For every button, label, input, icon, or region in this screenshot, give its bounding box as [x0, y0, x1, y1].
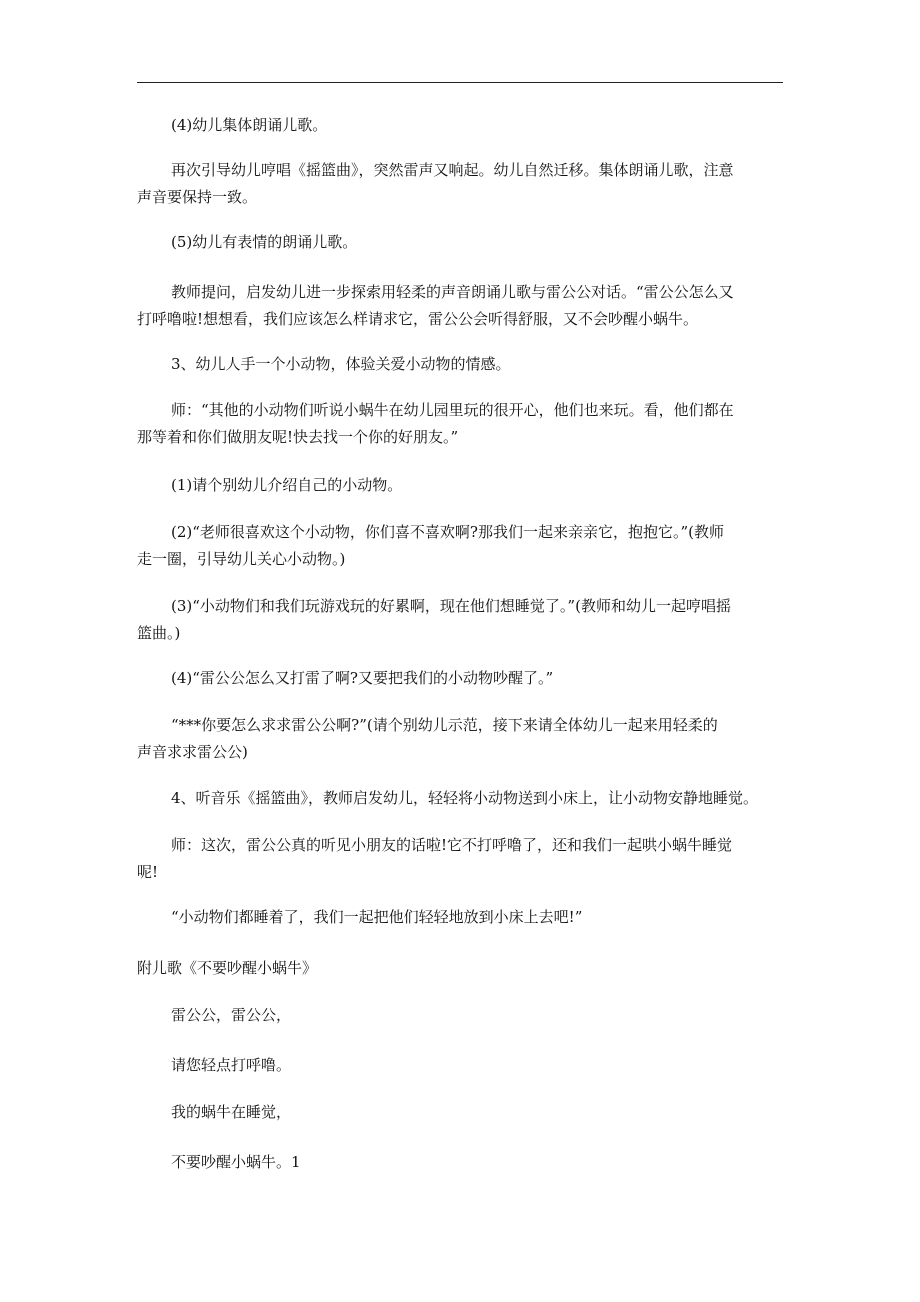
paragraph-item-4-thunder: [137, 665, 817, 692]
text-line: 教师提问，启发幼儿进一步探索用轻柔的声音朗诵儿歌与雷公公对话。“雷公公怎么又: [171, 283, 734, 301]
paragraph-teacher-friends: [137, 397, 783, 451]
text-line: 3、幼儿人手一个小动物，体验关爱小动物的情感。: [171, 355, 511, 373]
text-line: 呢!: [137, 863, 159, 881]
text-line: (3)“小动物们和我们玩游戏玩的好累啊，现在他们想睡觉了。”(教师和幼儿一起哼唱摇: [171, 597, 731, 615]
paragraph-item-1: [137, 472, 817, 499]
paragraph-animals-asleep: [137, 904, 817, 931]
poem-title: [137, 955, 783, 982]
text-line: 声音求求雷公公): [137, 743, 248, 761]
paragraph-item-2: [137, 519, 783, 573]
text-line: (4)幼儿集体朗诵儿歌。: [171, 116, 328, 134]
text-line: 雷公公，雷公公，: [171, 1006, 292, 1024]
paragraph-teacher-thunder-quiet: [137, 832, 783, 886]
text-line: (4)“雷公公怎么又打雷了啊?又要把我们的小动物吵醒了。”: [171, 669, 554, 687]
text-line: 那等着和你们做朋友呢!快去找一个你的好朋友。”: [137, 428, 459, 446]
paragraph-ask-thunder: [137, 712, 783, 766]
paragraph-hum-lullaby: [137, 157, 783, 211]
paragraph-item-5-expressive-recitation: [137, 229, 817, 256]
paragraph-step-3: [137, 351, 817, 378]
paragraph-teacher-question: [137, 279, 783, 333]
poem-line-4: [137, 1149, 817, 1176]
text-line: 我的蜗牛在睡觉，: [171, 1103, 292, 1121]
text-line: 声音要保持一致。: [137, 188, 258, 206]
header-rule: [137, 82, 783, 83]
poem-line-1: [137, 1002, 817, 1029]
text-line: “小动物们都睡着了，我们一起把他们轻轻地放到小床上去吧!”: [171, 908, 583, 926]
text-line: “***你要怎么求求雷公公啊?”(请个别幼儿示范，接下来请全体幼儿一起来用轻柔的: [171, 716, 718, 734]
text-line: 打呼噜啦!想想看，我们应该怎么样请求它，雷公公会听得舒服，又不会吵醒小蜗牛。: [137, 310, 699, 328]
text-line: (1)请个别幼儿介绍自己的小动物。: [171, 476, 403, 494]
poem-line-2: [137, 1052, 817, 1079]
text-line: 师：这次，雷公公真的听见小朋友的话啦!它不打呼噜了，还和我们一起哄小蜗牛睡觉: [171, 836, 733, 854]
text-line: (2)“老师很喜欢这个小动物，你们喜不喜欢啊?那我们一起来亲亲它，抱抱它。”(教师: [171, 523, 724, 541]
poem-line-3: [137, 1099, 817, 1126]
text-line: 请您轻点打呼噜。: [171, 1056, 292, 1074]
text-line: (5)幼儿有表情的朗诵儿歌。: [171, 233, 358, 251]
text-line: 4、听音乐《摇篮曲》，教师启发幼儿，轻轻将小动物送到小床上，让小动物安静地睡觉。: [171, 789, 759, 807]
text-line: 附儿歌《不要吵醒小蜗牛》: [137, 959, 318, 977]
text-line: 不要吵醒小蜗牛。1: [171, 1153, 301, 1171]
text-line: 师：“其他的小动物们听说小蜗牛在幼儿园里玩的很开心，他们也来玩。看，他们都在: [171, 401, 734, 419]
text-line: 再次引导幼儿哼唱《摇篮曲》，突然雷声又响起。幼儿自然迁移。集体朗诵儿歌，注意: [171, 161, 734, 179]
paragraph-step-4: [137, 785, 817, 812]
text-line: 篮曲。): [137, 624, 181, 642]
paragraph-item-4-choral-recitation: [137, 112, 817, 139]
paragraph-item-3: [137, 593, 783, 647]
text-line: 走一圈，引导幼儿关心小动物。): [137, 550, 346, 568]
